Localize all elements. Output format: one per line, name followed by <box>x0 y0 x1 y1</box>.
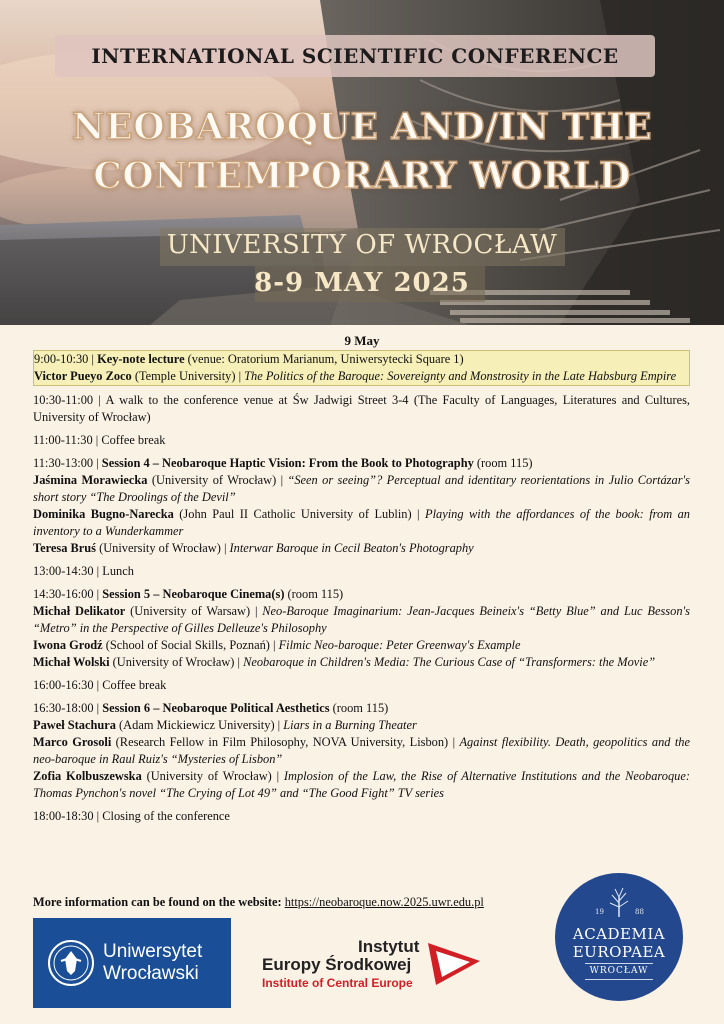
ae-line1: ACADEMIA <box>572 925 666 943</box>
coffee-break-item <box>33 432 690 449</box>
speaker-affiliation: (Temple University) | <box>131 369 245 383</box>
talk-title: Neo-Baroque Imaginarium: Jean-Jacques Beineix's “Betty Blue” and Luc Besson's “Metro” in the Perspective of Gilles Delleuze's Philosophy <box>33 604 690 635</box>
talk-title: The Politics of the Baroque: Sovereignty and Monstrosity in the Late Habsburg Empire <box>244 369 677 383</box>
talk-title: Implosion of the Law, the Rise of Alternative Institutions and the Neobaroque: Thomas Pynchon's novel “The Crying of Lot 49” and “The Good Fight” TV series <box>33 769 691 800</box>
ice-line1: Instytut <box>358 937 420 956</box>
university-seal-icon <box>47 939 95 987</box>
speaker-affiliation: (University of Warsaw) | <box>125 604 263 618</box>
speaker-affiliation: (Adam Mickiewicz University) | <box>115 718 284 732</box>
day-heading: 9 May <box>344 333 380 348</box>
speaker-name: Victor Pueyo Zoco <box>34 369 132 383</box>
session-room: (room 115) <box>473 456 533 470</box>
talk-item <box>33 472 690 506</box>
ae-year-right: 88 <box>635 908 644 916</box>
uwr-line2: Wrocławski <box>103 963 199 984</box>
conference-title-line1: NEOBAROQUE AND/IN THE <box>71 106 653 148</box>
more-info <box>33 895 484 910</box>
coffee-break-text: 11:00-11:30 | Coffee break <box>33 433 166 447</box>
speaker-name: Iwona Grodź <box>33 638 103 652</box>
ice-line3: Institute of Central Europe <box>262 976 413 990</box>
ae-divider <box>585 979 653 980</box>
talk-item <box>33 540 690 557</box>
session-heading <box>33 586 690 603</box>
closing-item <box>33 808 690 825</box>
session-heading <box>33 700 690 717</box>
talk-title: Liars in a Burning Theater <box>283 718 417 732</box>
talk-title: Playing with the affordances of the book: from an inventory to a Wunderkammer <box>33 507 690 538</box>
session-title: Session 5 – Neobaroque Cinema(s) <box>102 587 285 601</box>
talk-item <box>33 734 690 768</box>
session-title: Session 4 – Neobaroque Haptic Vision: From the Book to Photography <box>101 456 474 470</box>
session-5 <box>33 586 690 671</box>
speaker-name: Michał Delikator <box>33 604 126 618</box>
talk-title: Against flexibility. Death, geopolitics and the neo-baroque in Raul Ruiz's “Mysteries of Lisbon” <box>33 735 690 766</box>
ice-arrow-icon <box>426 939 482 989</box>
keynote-talk <box>34 368 689 385</box>
session-heading <box>33 455 690 472</box>
speaker-name: Zofia Kolbuszewska <box>33 769 142 783</box>
conference-type: INTERNATIONAL SCIENTIFIC CONFERENCE <box>91 44 619 68</box>
session-room: (room 115) <box>329 701 389 715</box>
more-info-label: More information can be found on the website: <box>33 895 285 909</box>
talk-title: Interwar Baroque in Cecil Beaton's Photography <box>229 541 474 555</box>
keynote-label: Key-note lecture <box>97 352 185 366</box>
session-time: 16:30-18:00 | <box>33 701 103 715</box>
program-list <box>33 350 690 825</box>
talk-item <box>33 717 690 734</box>
ice-logo <box>262 937 482 997</box>
talk-item <box>33 768 690 802</box>
speaker-name: Paweł Stachura <box>33 718 116 732</box>
speaker-name: Michał Wolski <box>33 655 110 669</box>
session-time: 14:30-16:00 | <box>33 587 103 601</box>
header-banner <box>0 0 724 325</box>
lunch-item <box>33 563 690 580</box>
ae-year-left: 19 <box>595 908 604 916</box>
ae-line3: WROCŁAW <box>589 966 649 976</box>
coffee-break-text: 16:00-16:30 | Coffee break <box>33 678 167 692</box>
session-6 <box>33 700 690 802</box>
tree-icon <box>604 883 634 919</box>
session-4 <box>33 455 690 557</box>
speaker-affiliation: (John Paul II Catholic University of Lublin) | <box>173 507 425 521</box>
talk-title: Filmic Neo-baroque: Peter Greenway's Example <box>278 638 521 652</box>
conference-title-line2: CONTEMPORARY WORLD <box>93 155 631 197</box>
coffee-break-item <box>33 677 690 694</box>
keynote-heading <box>34 351 689 368</box>
keynote-time: 9:00-10:30 | <box>34 352 98 366</box>
conference-dates: 8-9 MAY 2025 <box>254 268 470 298</box>
uwr-logo <box>33 918 231 1008</box>
speaker-name: Teresa Bruś <box>33 541 96 555</box>
speaker-affiliation: (University of Wrocław) | <box>96 541 230 555</box>
conference-type-banner <box>55 35 655 77</box>
talk-title: “Seen or seeing”? Perceptual and identitary reorientations in Julio Cortázar's short story “The Droolings of the Devil” <box>33 473 690 504</box>
speaker-affiliation: (University of Wrocław) | <box>109 655 244 669</box>
walk-text: 10:30-11:00 | A walk to the conference venue at Św Jadwigi Street 3-4 (The Faculty of Languages, Literatures and Cultures, University of Wrocław) <box>33 393 690 424</box>
speaker-name: Marco Grosoli <box>33 735 112 749</box>
session-room: (room 115) <box>284 587 344 601</box>
website-link[interactable]: https://neobaroque.now.2025.uwr.edu.pl <box>284 895 484 909</box>
ae-divider <box>585 963 653 964</box>
speaker-name: Dominika Bugno-Narecka <box>33 507 174 521</box>
uwr-line1: Uniwersytet <box>103 941 203 962</box>
session-time: 11:30-13:00 | <box>33 456 102 470</box>
speaker-name: Jaśmina Morawiecka <box>33 473 148 487</box>
keynote-venue: (venue: Oratorium Marianum, Uniwersytecki Square 1) <box>184 352 464 366</box>
lunch-text: 13:00-14:30 | Lunch <box>33 564 134 578</box>
keynote-block <box>33 350 690 386</box>
session-title: Session 6 – Neobaroque Political Aesthetics <box>102 701 330 715</box>
talk-item <box>33 506 690 540</box>
speaker-affiliation: (Research Fellow in Film Philosophy, NOVA University, Lisbon) | <box>111 735 460 749</box>
talk-item <box>33 637 690 654</box>
talk-item <box>33 654 690 671</box>
academia-europaea-logo <box>555 873 683 1001</box>
university-name: UNIVERSITY OF WROCŁAW <box>166 230 558 260</box>
speaker-affiliation: (University of Wrocław) | <box>141 769 284 783</box>
talk-title: Neobaroque in Children's Media: The Curious Case of “Transformers: the Movie” <box>243 655 656 669</box>
ae-line2: EUROPAEA <box>572 943 666 961</box>
ice-line2: Europy Środkowej <box>262 955 412 974</box>
speaker-affiliation: (University of Wrocław) | <box>147 473 288 487</box>
walk-item <box>33 392 690 426</box>
closing-text: 18:00-18:30 | Closing of the conference <box>33 809 230 823</box>
talk-item <box>33 603 690 637</box>
uwr-name <box>103 941 202 985</box>
speaker-affiliation: (School of Social Skills, Poznań) | <box>102 638 279 652</box>
